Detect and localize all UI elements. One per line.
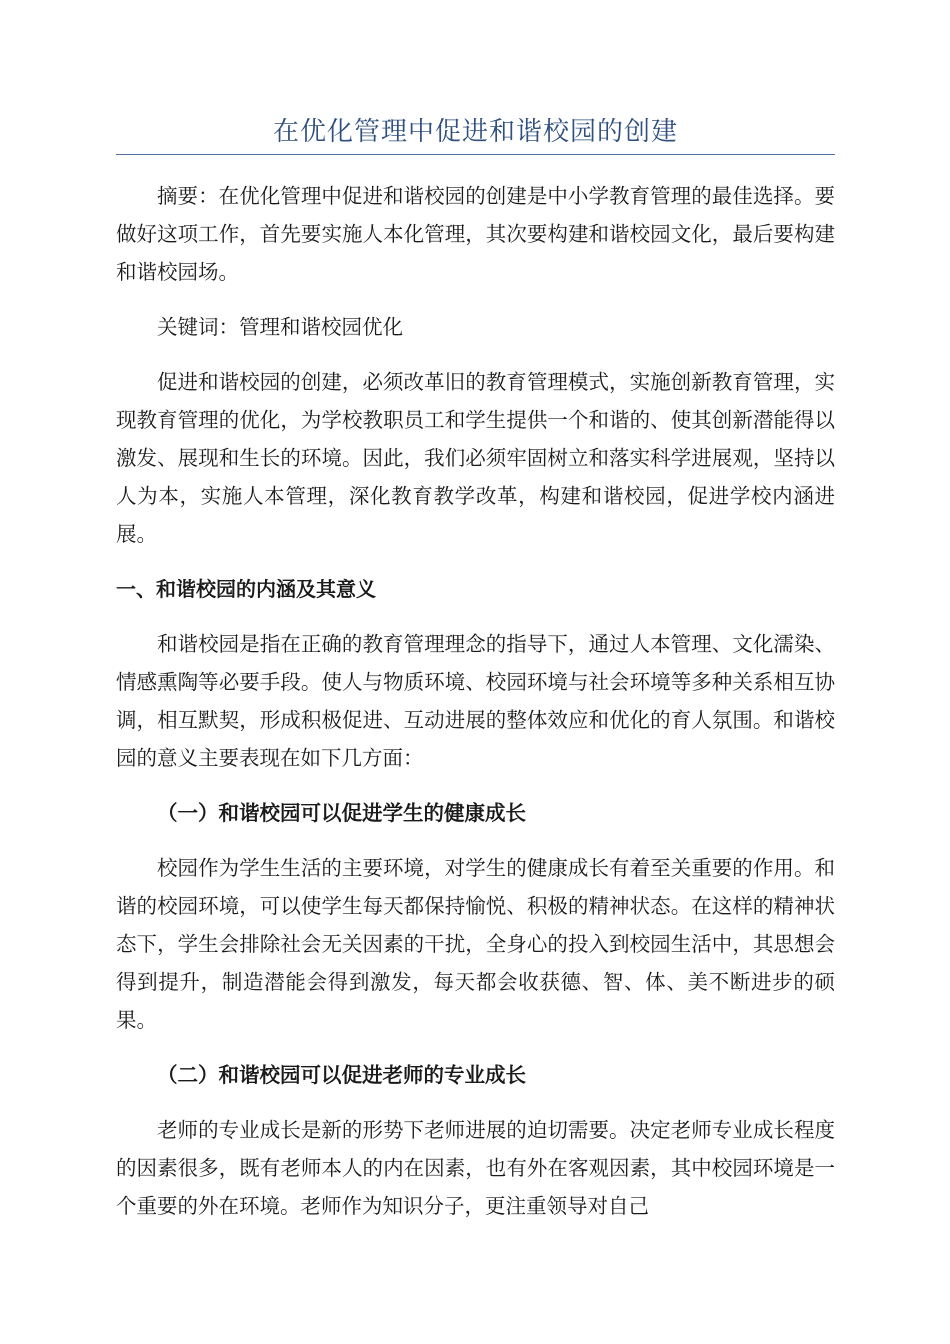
subsection-paragraph: 老师的专业成长是新的形势下老师进展的迫切需要。决定老师专业成长程度的因素很多，既有老师本人的内在因素，也有外在客观因素，其中校园环境是一个重要的外在环境。老师作为知识分子，更注重领导对自己 — [116, 1118, 835, 1218]
section-heading: 一、和谐校园的内涵及其意义 — [116, 577, 376, 601]
keywords-paragraph: 关键词：管理和谐校园优化 — [157, 315, 403, 339]
title-divider — [116, 154, 835, 155]
document-title: 在优化管理中促进和谐校园的创建 — [272, 117, 678, 147]
section-paragraph: 和谐校园是指在正确的教育管理理念的指导下，通过人本管理、文化濡染、情感熏陶等必要手段。使人与物质环境、校园环境与社会环境等多种关系相互协调，相互默契，形成积极促进、互动进展的整体效应和优化的育人氛围。和谐校园的意义主要表现在如下几方面： — [116, 632, 835, 770]
subsection-heading: （一）和谐校园可以促进学生的健康成长 — [157, 801, 526, 825]
document-page — [116, 112, 835, 1225]
subsection-heading: （二）和谐校园可以促进老师的专业成长 — [157, 1063, 526, 1087]
subsection-paragraph: 校园作为学生生活的主要环境，对学生的健康成长有着至关重要的作用。和谐的校园环境，可以使学生每天都保持愉悦、积极的精神状态。在这样的精神状态下，学生会排除社会无关因素的干扰，全身心的投入到校园生活中，其思想会得到提升，制造潜能会得到激发，每天都会收获德、智、体、美不断进步的硕果。 — [116, 856, 835, 1032]
intro-paragraph: 促进和谐校园的创建，必须改革旧的教育管理模式，实施创新教育管理，实现教育管理的优化，为学校教职员工和学生提供一个和谐的、使其创新潜能得以激发、展现和生长的环境。因此，我们必须牢固树立和落实科学进展观，坚持以人为本，实施人本管理，深化教育教学改革，构建和谐校园，促进学校内涵进展。 — [116, 370, 835, 546]
abstract-paragraph: 摘要：在优化管理中促进和谐校园的创建是中小学教育管理的最佳选择。要做好这项工作，首先要实施人本化管理，其次要构建和谐校园文化，最后要构建和谐校园场。 — [116, 184, 835, 284]
